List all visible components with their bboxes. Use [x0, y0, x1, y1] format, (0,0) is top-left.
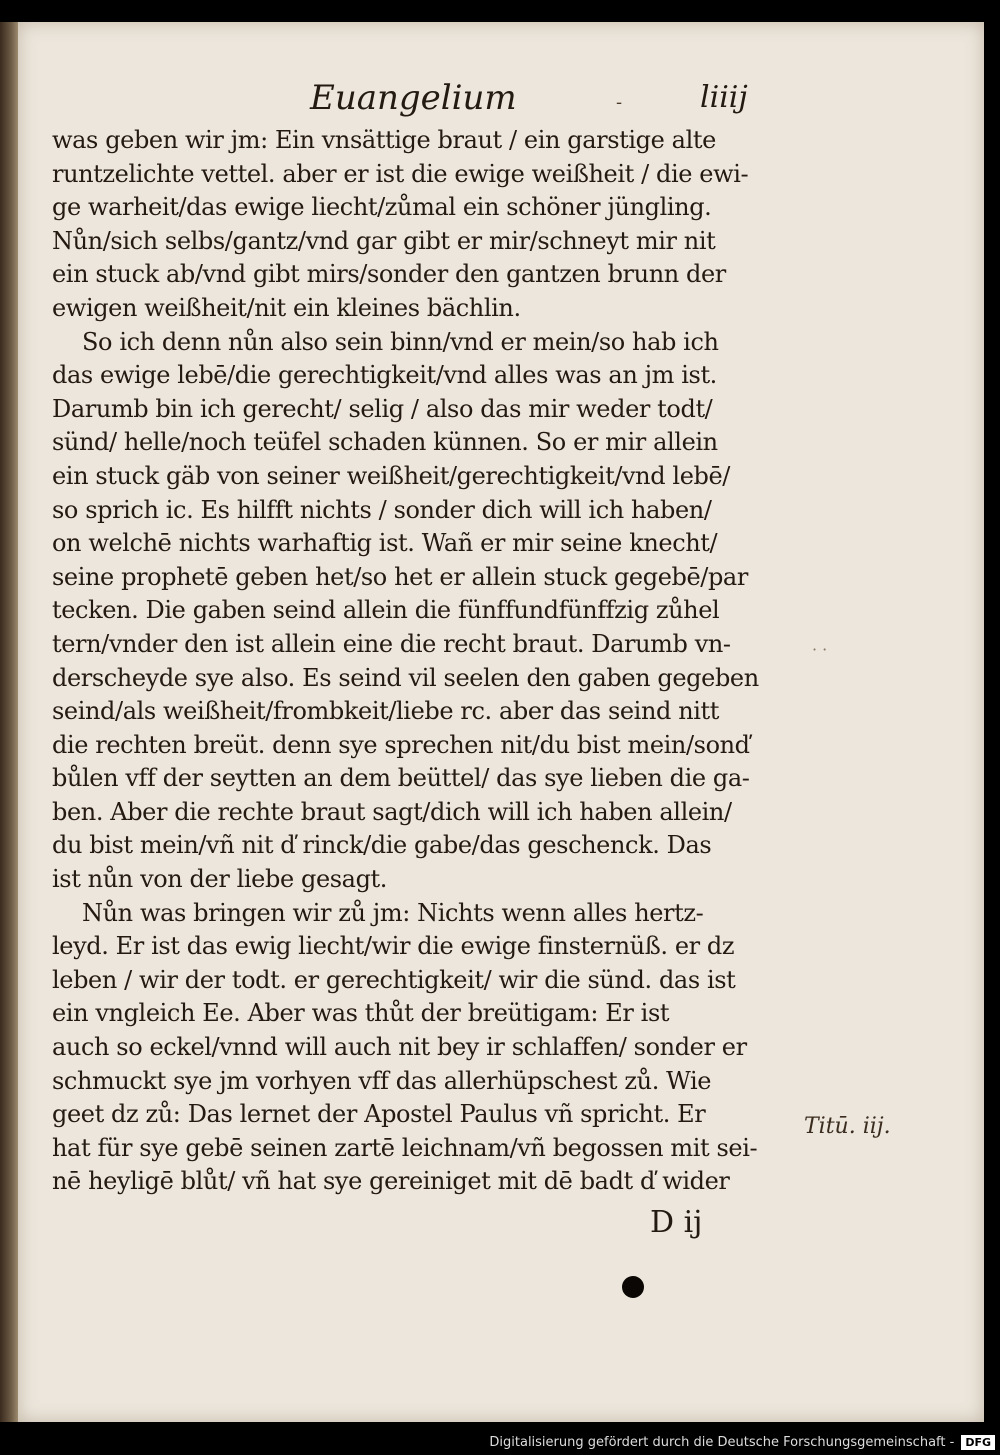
text-line: Nůn/sich selbs/gantz/vnd gar gibt er mir/schneyt mir nit [52, 226, 716, 255]
text-line: ben. Aber die rechte braut sagt/dich will ich haben allein/ [52, 797, 732, 826]
text-line: ein stuck gäb von seiner weißheit/gerechtigkeit/vnd lebē/ [52, 461, 730, 490]
text-line: das ewige lebē/die gerechtigkeit/vnd alles was an jm ist. [52, 361, 717, 390]
text-line: hat für sye gebē seinen zartē leichnam/vñ begossen mit sei- [52, 1133, 758, 1162]
margin-dots: · · [812, 640, 828, 659]
body-text [52, 124, 812, 1199]
text-line: tern/vnder den ist allein eine die recht braut. Darumb vn- [52, 629, 731, 658]
text-line: was geben wir jm: Ein vnsättige braut / ein garstige alte [52, 126, 716, 154]
footer-credit [489, 1434, 996, 1451]
text-line: ein vngleich Ee. Aber was thůt der breütigam: Er ist [52, 999, 670, 1028]
ink-dot [622, 1276, 644, 1298]
text-line: tecken. Die gaben seind allein die fünffundfünffzig zůhel [52, 596, 720, 625]
text-line: nē heyligē blůt/ vñ hat sye gereiniget mit dē badt ď wider [52, 1167, 730, 1196]
running-head-mark: - [616, 92, 623, 113]
text-line: sünd/ helle/noch teüfel schaden künnen. So er mir allein [52, 428, 718, 457]
text-line: seine prophetē geben het/so het er allein stuck gegebē/par [52, 562, 748, 591]
signature-mark: D ij [650, 1205, 703, 1240]
text-line: du bist mein/vñ nit ď rinck/die gabe/das geschenck. Das [52, 831, 712, 860]
book-spine [0, 22, 18, 1422]
text-line: so sprich ic. Es hilfft nichts / sonder dich will ich haben/ [52, 495, 712, 524]
text-line: Nůn was bringen wir zů jm: Nichts wenn alles hertz- [82, 898, 704, 927]
text-line: leyd. Er ist das ewig liecht/wir die ewige finsternüß. er dz [52, 932, 735, 961]
text-line: ist nůn von der liebe gesagt. [52, 865, 388, 894]
text-line: runtzelichte vettel. aber er ist die ewige weißheit / die ewi- [52, 159, 749, 188]
text-line: So ich denn nůn also sein binn/vnd er mein/so hab ich [82, 327, 719, 356]
text-line: auch so eckel/vnnd will auch nit bey ir schlaffen/ sonder er [52, 1033, 747, 1062]
text-line: ewigen weißheit/nit ein kleines bächlin. [52, 293, 521, 322]
text-line: seind/als weißheit/frombkeit/liebe rc. aber das seind nitt [52, 697, 720, 726]
text-line: Darumb bin ich gerecht/ selig / also das mir weder todt/ [52, 394, 713, 423]
text-line: on welchē nichts warhaftig ist. Wañ er mir seine knecht/ [52, 529, 718, 558]
folio-number: liiij [700, 80, 748, 115]
text-line: derscheyde sye also. Es seind vil seelen den gaben gegeben [52, 663, 759, 692]
dfg-logo: DFG [960, 1434, 996, 1451]
text-line: bůlen vff der seytten an dem beüttel/ das sye lieben die ga- [52, 764, 750, 793]
text-line: geet dz zů: Das lernet der Apostel Paulus vñ spricht. Er [52, 1100, 706, 1129]
running-head-title: Euangelium [310, 78, 517, 118]
text-line: schmuckt sye jm vorhyen vff das allerhüpschest zů. Wie [52, 1066, 712, 1095]
margin-note: Titū. iij. [804, 1114, 891, 1139]
text-line: leben / wir der todt. er gerechtigkeit/ wir die sünd. das ist [52, 965, 736, 994]
footer-text: Digitalisierung gefördert durch die Deutsche Forschungsgemeinschaft - [489, 1435, 955, 1450]
text-line: ein stuck ab/vnd gibt mirs/sonder den gantzen brunn der [52, 260, 726, 289]
text-line: die rechten breüt. denn sye sprechen nit/du bist mein/sonď [52, 730, 750, 759]
text-line: ge warheit/das ewige liecht/zůmal ein schöner jüngling. [52, 193, 712, 222]
